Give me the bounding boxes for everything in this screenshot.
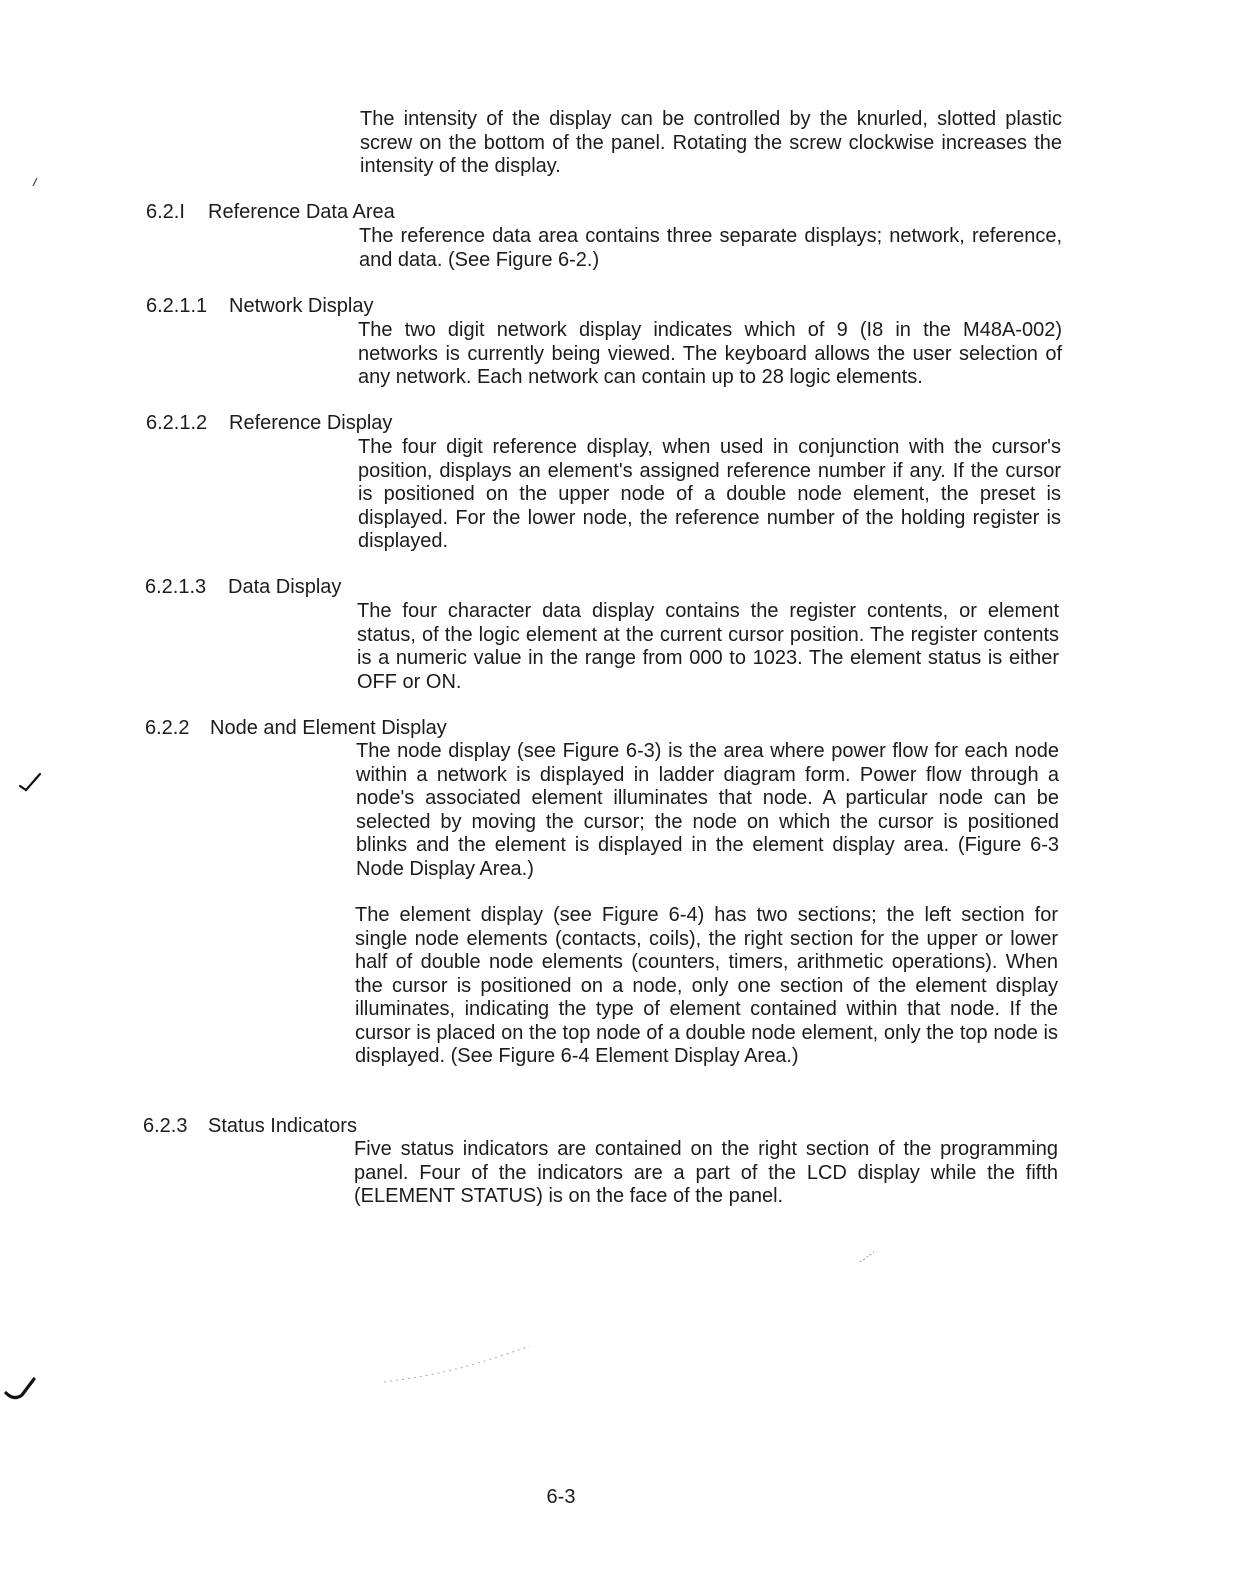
section-paragraph: The reference data area contains three separate displays; network, reference, and data. (See Figure 6-2.) bbox=[359, 225, 1062, 271]
section-heading bbox=[146, 412, 392, 436]
section-heading bbox=[145, 576, 341, 600]
section-heading bbox=[146, 295, 373, 319]
section-heading bbox=[146, 201, 395, 225]
section-heading bbox=[145, 717, 447, 741]
page-number: 6-3 bbox=[546, 1486, 576, 1508]
section-number: 6.2.1.2 bbox=[146, 412, 208, 434]
margin-check-mark-icon bbox=[18, 770, 42, 794]
section-paragraph: The element display (see Figure 6-4) has two sections; the left section for single node elements (contacts, coils), the right section for the upper or lower half of double node elements (counters, timers, arithmetic operations). When the cursor is positioned on a node, only one section of the element display illuminates, indicating the type of element contained within that node. If the cursor is placed on the top node of a double node element, only the top node is displayed. (See Figure 6-4 Element Display Area.) bbox=[355, 904, 1058, 1067]
section-paragraph: The four digit reference display, when used in conjunction with the cursor's position, displays an element's assigned reference number if any. If the cursor is positioned on the upper node of a double node element, the preset is displayed. For the lower node, the reference number of the holding register is displayed. bbox=[358, 436, 1061, 552]
section-paragraph: The node display (see Figure 6-3) is the area where power flow for each node within a network is displayed in ladder diagram form. Power flow through a node's associated element illuminates that node. A particular node can be selected by moving the cursor; the node on which the cursor is positioned blinks and the element is displayed in the element display area. (Figure 6-3 Node Display Area.) bbox=[356, 740, 1059, 880]
section-title: Reference Display bbox=[229, 412, 393, 434]
section-number: 6.2.1.3 bbox=[145, 576, 207, 598]
section-title: Data Display bbox=[228, 576, 342, 598]
scan-speck-icon bbox=[856, 1248, 880, 1268]
section-title: Node and Element Display bbox=[210, 717, 447, 739]
section-title: Network Display bbox=[229, 295, 374, 317]
section-number: 6.2.2 bbox=[145, 717, 190, 739]
section-number: 6.2.1.1 bbox=[146, 295, 208, 317]
section-paragraph: The two digit network display indicates which of 9 (I8 in the M48A-002) networks is currently being viewed. The keyboard allows the user selection of any network. Each network can contain up to 28 logic elements. bbox=[358, 319, 1062, 388]
margin-check-mark-icon bbox=[4, 1375, 36, 1403]
section-heading bbox=[143, 1115, 357, 1139]
section-number: 6.2.I bbox=[146, 201, 185, 223]
intro-paragraph: The intensity of the display can be controlled by the knurled, slotted plastic screw on the bottom of the panel. Rotating the screw clockwise increases the intensity of the display. bbox=[360, 108, 1062, 177]
scan-speck-icon bbox=[380, 1340, 540, 1390]
section-paragraph: The four character data display contains the register contents, or element status, of the logic element at the current cursor position. The register contents is a numeric value in the range from 000 to 1023. The element status is either OFF or ON. bbox=[357, 600, 1059, 693]
margin-tick-icon bbox=[30, 176, 40, 188]
section-title: Reference Data Area bbox=[208, 201, 395, 223]
section-paragraph: Five status indicators are contained on the right section of the programming panel. Four of the indicators are a part of the LCD display while the fifth (ELEMENT STATUS) is on the face of the panel. bbox=[354, 1138, 1058, 1207]
section-number: 6.2.3 bbox=[143, 1115, 188, 1137]
section-title: Status Indicators bbox=[208, 1115, 357, 1137]
